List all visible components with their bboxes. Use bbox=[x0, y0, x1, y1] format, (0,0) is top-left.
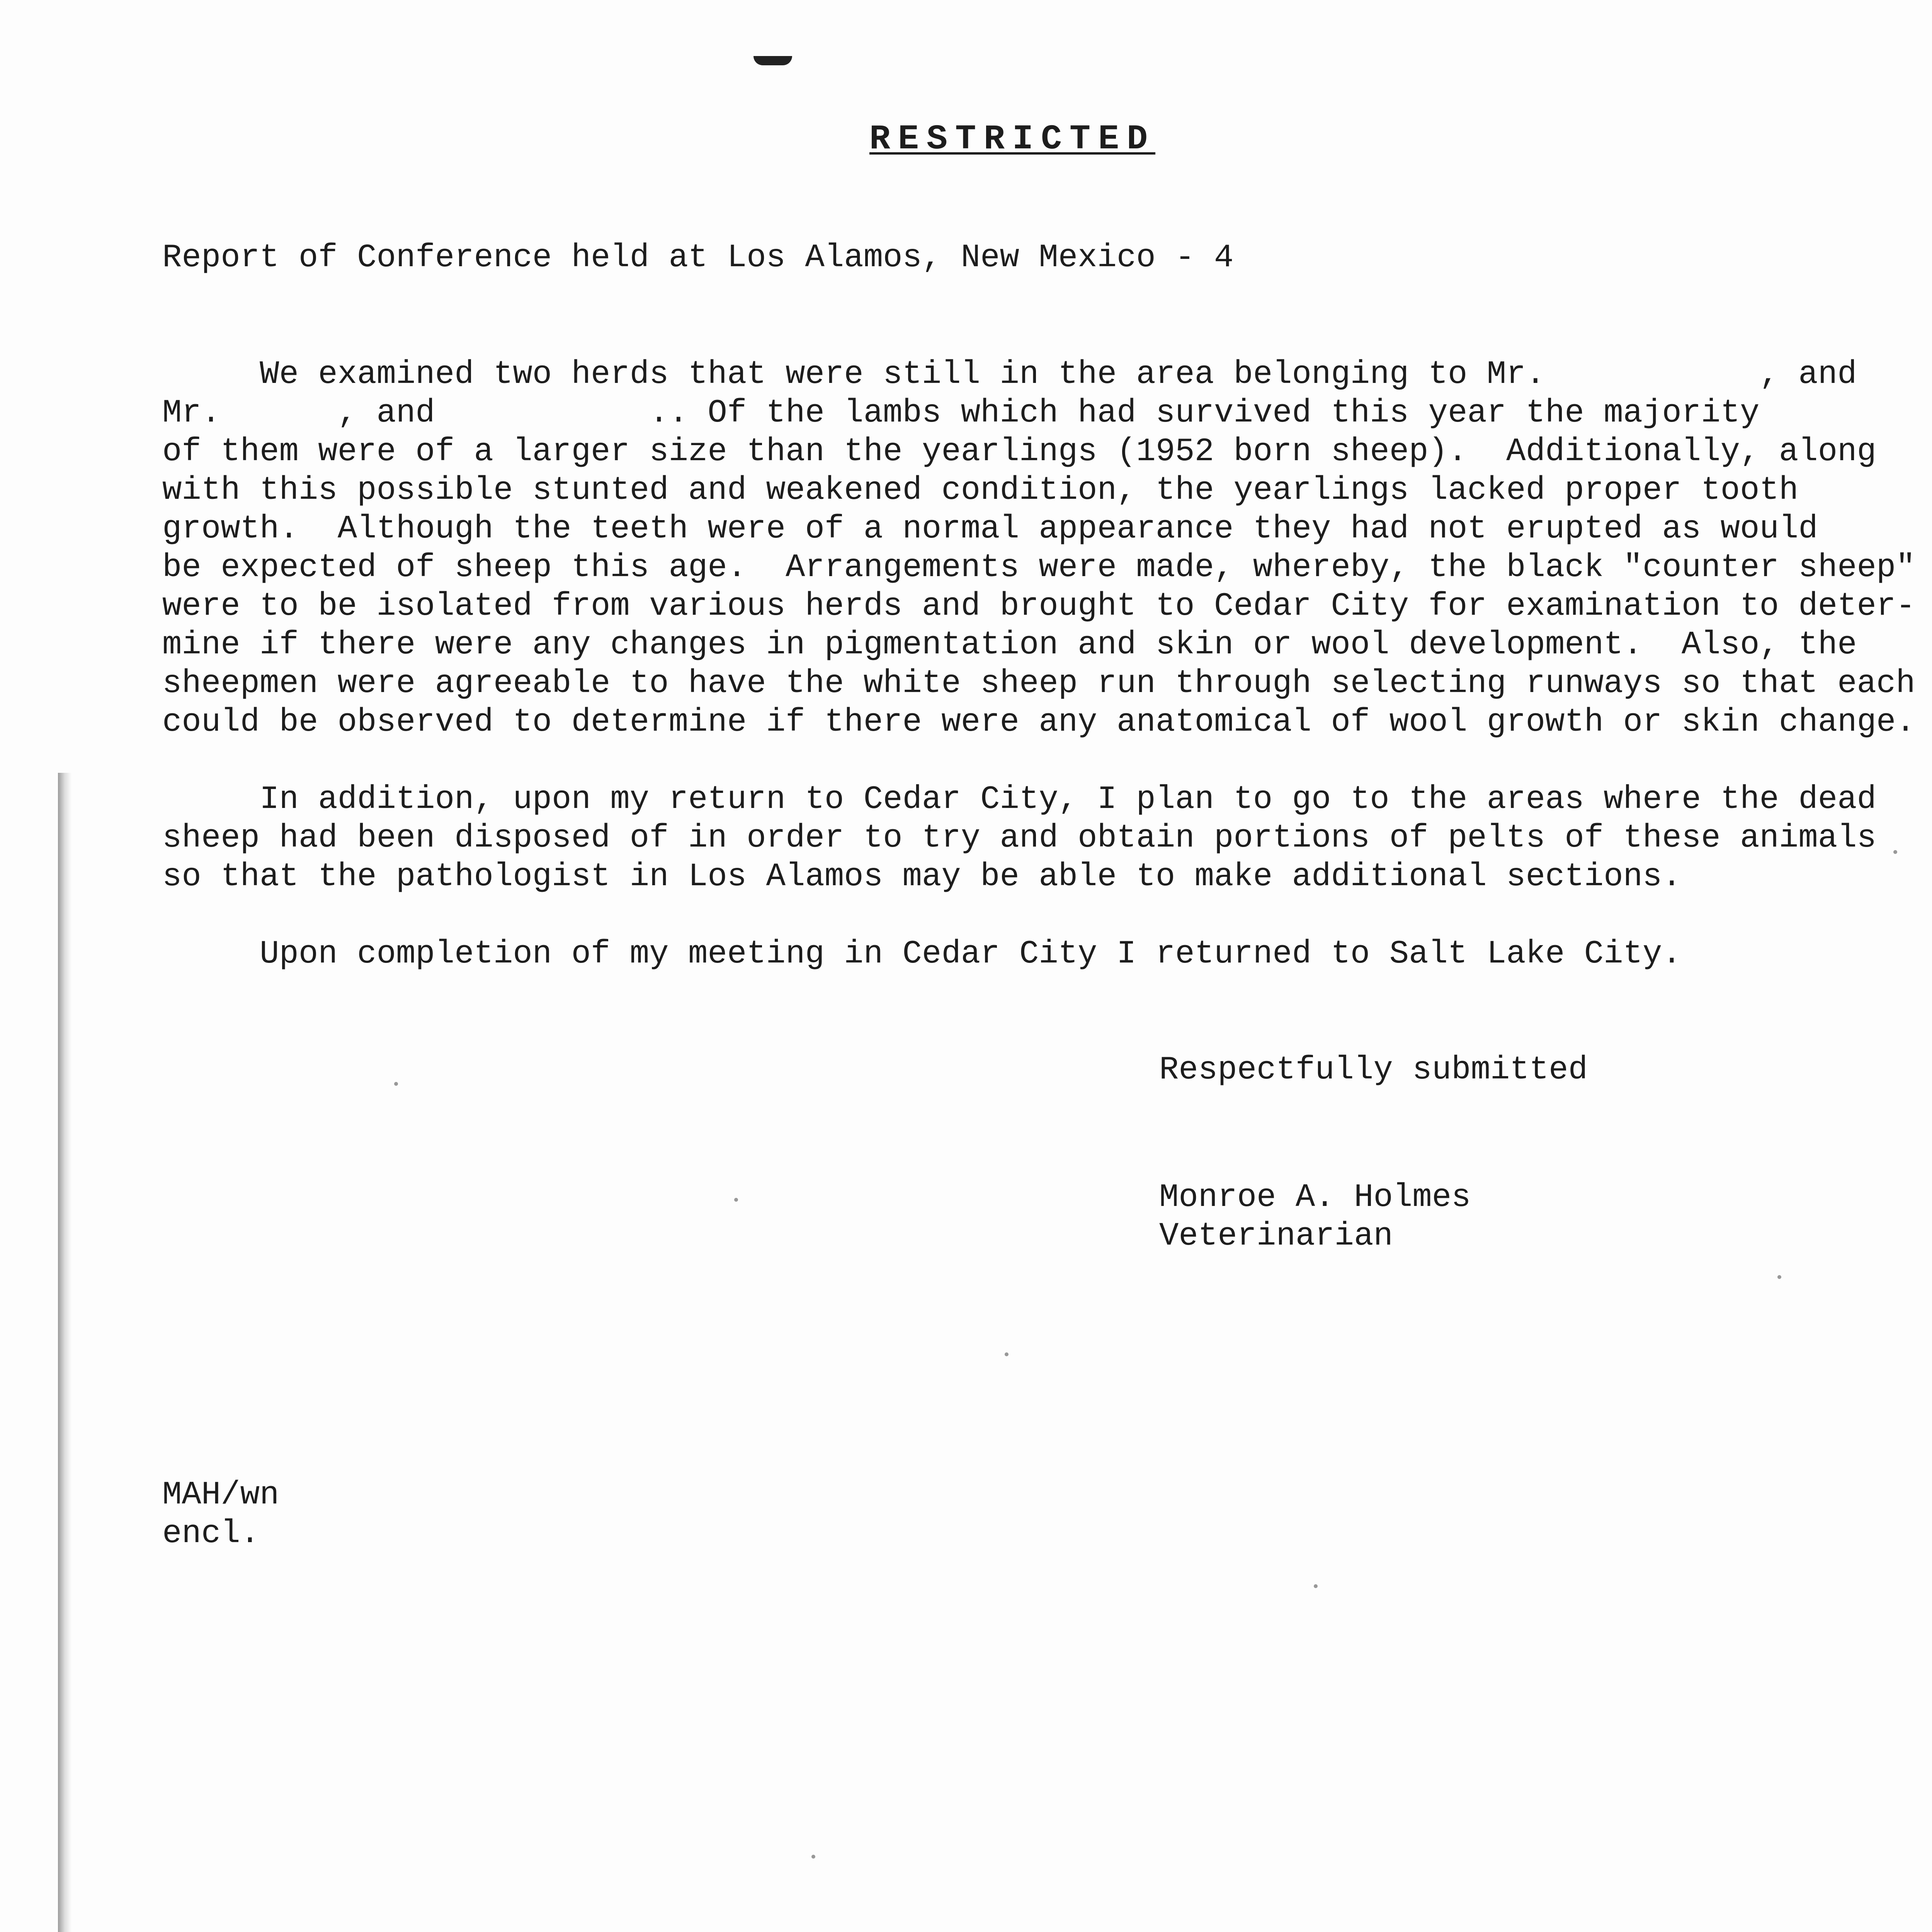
paragraph-return bbox=[162, 935, 1932, 974]
paragraph-pelts bbox=[162, 781, 1932, 896]
scan-speckle bbox=[734, 1198, 738, 1202]
scan-speckle bbox=[394, 1082, 398, 1086]
signer-title: Veterinarian bbox=[1159, 1218, 1393, 1255]
scan-speckle bbox=[811, 1855, 815, 1859]
reference-initials-block bbox=[162, 1476, 279, 1553]
paragraph-line: growth. Although the teeth were of a normal appearance they had not erupted as would bbox=[162, 511, 1818, 548]
signature-block bbox=[1159, 1051, 1588, 1256]
paragraph-line: In addition, upon my return to Cedar City, I plan to go to the areas where the dead bbox=[162, 781, 1876, 818]
paragraph-line: were to be isolated from various herds and brought to Cedar City for examination to deter- bbox=[162, 588, 1915, 625]
scan-speckle bbox=[1777, 1275, 1781, 1279]
scan-speckle bbox=[1893, 850, 1897, 854]
scan-speckle bbox=[1005, 1352, 1009, 1356]
scan-edge-left bbox=[58, 773, 71, 1932]
paragraph-line: sheepmen were agreeable to have the white sheep run through selecting runways so that each bbox=[162, 665, 1915, 702]
report-subtitle: Report of Conference held at Los Alamos, New Mexico - 4 bbox=[162, 240, 1234, 276]
closing-text: Respectfully submitted bbox=[1159, 1052, 1588, 1088]
paragraph-herds bbox=[162, 355, 1932, 742]
paragraph-line: We examined two herds that were still in the area belonging to Mr. , and bbox=[162, 356, 1857, 393]
paragraph-line: so that the pathologist in Los Alamos may be able to make additional sections. bbox=[162, 859, 1682, 895]
signer-name: Monroe A. Holmes bbox=[1159, 1179, 1471, 1216]
paragraph-line: of them were of a larger size than the yearlings (1952 born sheep). Additionally, along bbox=[162, 434, 1876, 470]
scan-speckle bbox=[1314, 1584, 1318, 1588]
paragraph-line: be expected of sheep this age. Arrangements were made, whereby, the black "counter sheep" bbox=[162, 549, 1915, 586]
paragraph-line: Mr. , and .. Of the lambs which had survived this year the majority bbox=[162, 395, 1760, 432]
paragraph-line: sheep had been disposed of in order to try and obtain portions of pelts of these animals bbox=[162, 820, 1876, 857]
enclosure-note: encl. bbox=[162, 1515, 260, 1552]
paragraph-line: mine if there were any changes in pigmentation and skin or wool development. Also, the bbox=[162, 627, 1857, 663]
paragraph-line: could be observed to determine if there were any anatomical of wool growth or skin change. bbox=[162, 704, 1915, 741]
reference-initials: MAH/wn bbox=[162, 1477, 279, 1514]
classification-header: RESTRICTED bbox=[869, 120, 1156, 159]
paragraph-line: with this possible stunted and weakened condition, the yearlings lacked proper tooth bbox=[162, 472, 1799, 509]
paragraph-line: Upon completion of my meeting in Cedar City I returned to Salt Lake City. bbox=[162, 936, 1682, 973]
punch-mark bbox=[753, 56, 792, 65]
